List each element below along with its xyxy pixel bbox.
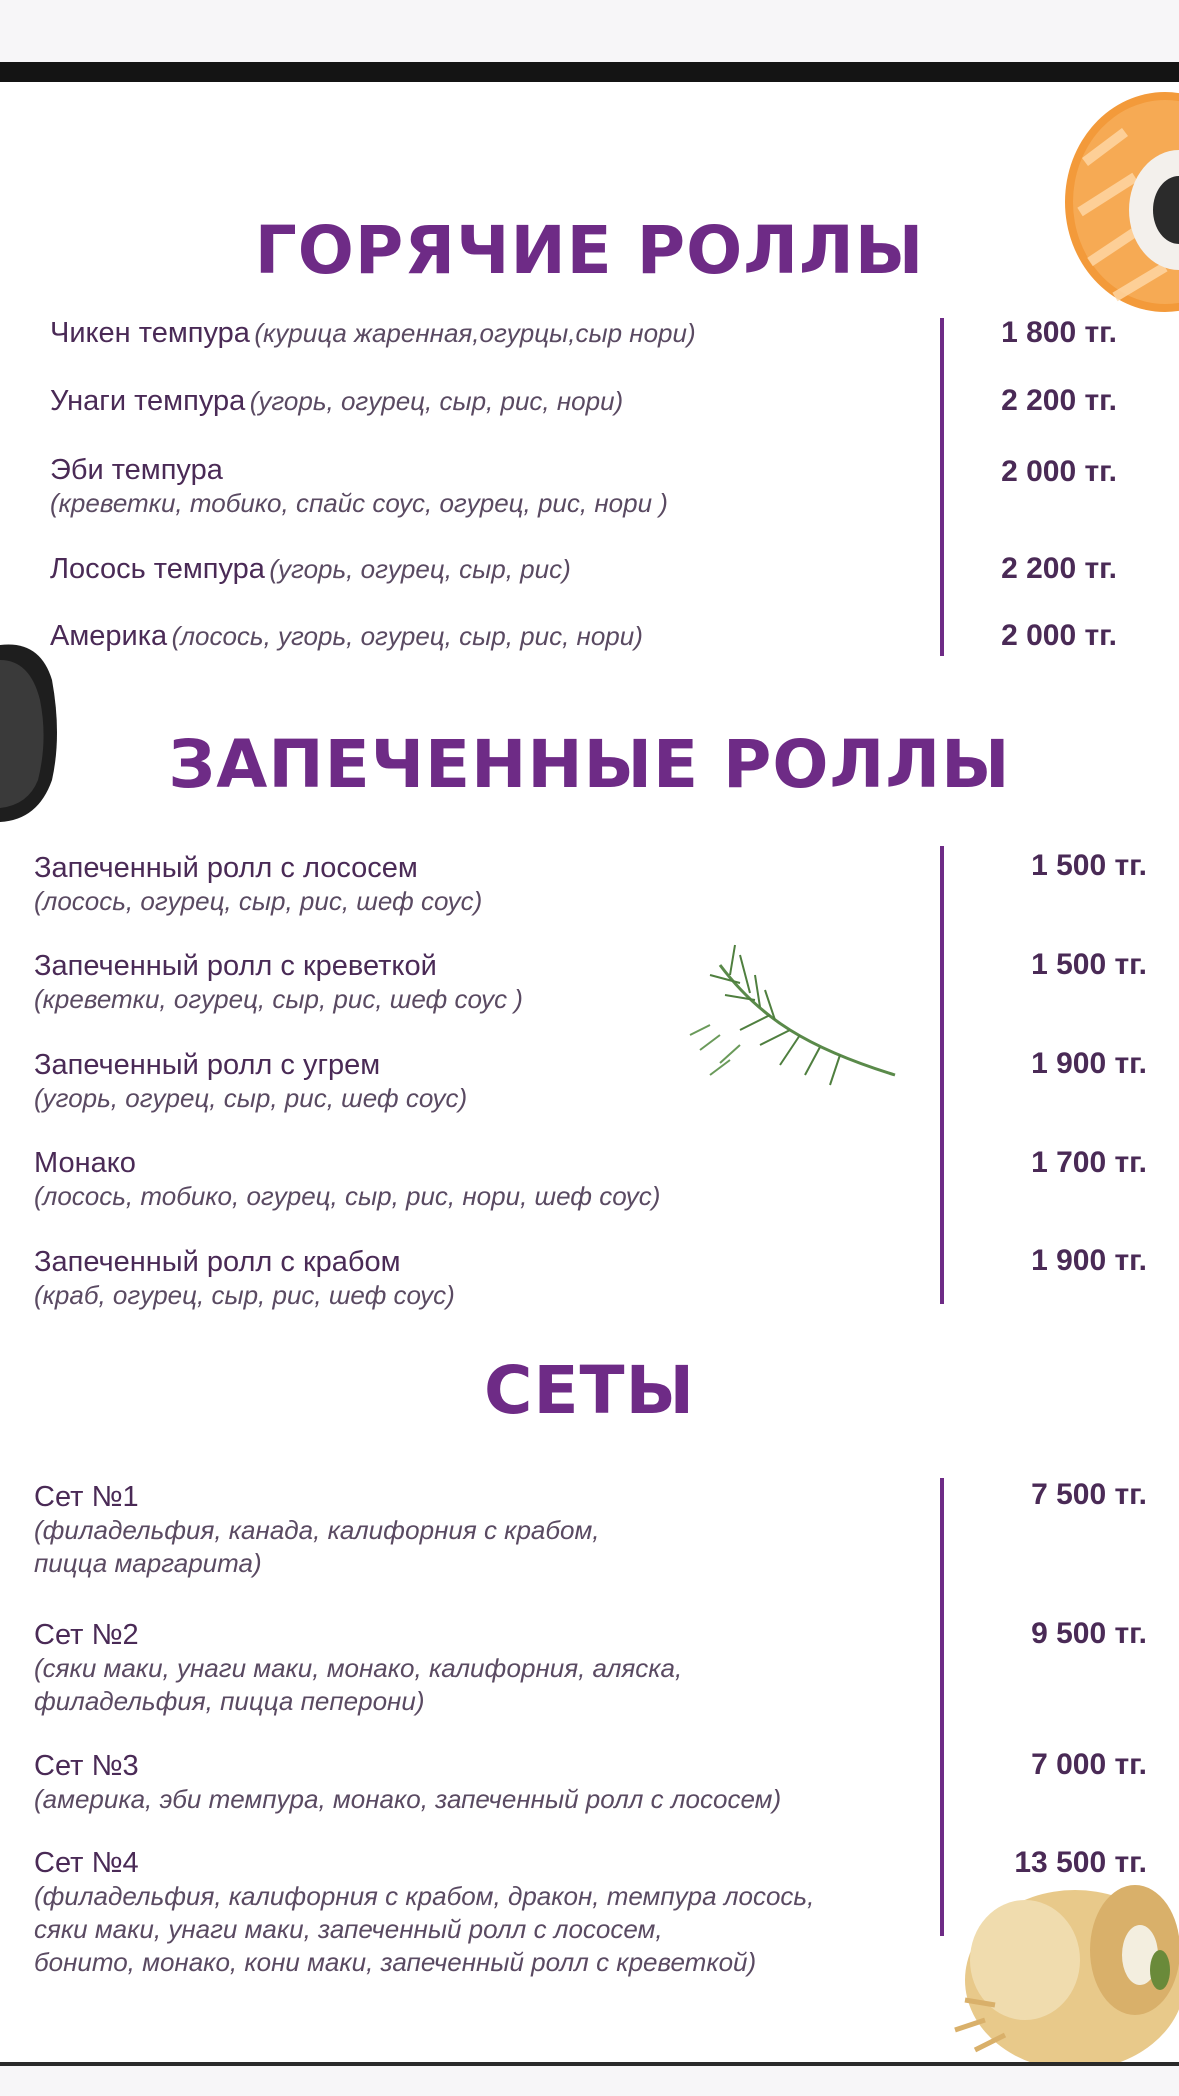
item-description: (креветки, огурец, сыр, рис, шеф соус ) (34, 984, 523, 1014)
menu-item (50, 316, 696, 350)
menu-item (34, 1048, 467, 1115)
item-price: 13 500 тг. (1014, 1846, 1147, 1879)
item-description: (курица жаренная,огурцы,сыр нори) (254, 318, 696, 348)
item-name: Эби темпура (50, 454, 223, 486)
section-title-hot-rolls: ГОРЯЧИЕ РОЛЛЫ (254, 212, 925, 289)
item-description: (сяки маки, унаги маки, монако, калифорния, аляска, (34, 1653, 683, 1683)
item-name: Унаги темпура (50, 385, 246, 417)
section-title-sets: СЕТЫ (484, 1352, 695, 1429)
menu-item (34, 1245, 455, 1312)
price-divider (940, 318, 944, 656)
item-description: (лосось, тобико, огурец, сыр, рис, нори, шеф соус) (34, 1181, 661, 1211)
item-price: 7 000 тг. (1031, 1748, 1147, 1781)
menu-item (34, 851, 482, 918)
item-description: (филадельфия, калифорния с крабом, дракон, темпура лосось, (34, 1881, 815, 1911)
item-name: Запеченный ролл с креветкой (34, 950, 437, 982)
item-price: 2 000 тг. (1001, 619, 1117, 652)
top-bar (0, 0, 1179, 62)
item-price: 2 200 тг. (1001, 384, 1117, 417)
item-description: (лосось, угорь, огурец, сыр, рис, нори) (171, 621, 643, 651)
menu-item (34, 949, 523, 1016)
item-description: (угорь, огурец, сыр, рис) (269, 554, 571, 584)
item-description: (угорь, огурец, сыр, рис, нори) (249, 386, 624, 416)
item-price: 1 500 тг. (1031, 948, 1147, 981)
item-price: 9 500 тг. (1031, 1617, 1147, 1650)
item-name: Сет №2 (34, 1619, 139, 1651)
item-description: (лосось, огурец, сыр, рис, шеф соус) (34, 886, 483, 916)
menu-item (34, 1618, 682, 1718)
item-name: Запеченный ролл с крабом (34, 1246, 401, 1278)
item-description: сяки маки, унаги маки, запеченный ролл с лососем, (34, 1914, 663, 1944)
item-description: (филадельфия, канада, калифорния с крабом, (34, 1515, 600, 1545)
item-name: Сет №1 (34, 1481, 139, 1513)
item-description: пицца маргарита) (34, 1548, 262, 1578)
section-title-baked-rolls: ЗАПЕЧЕННЫЕ РОЛЛЫ (168, 726, 1011, 803)
item-price: 1 900 тг. (1031, 1244, 1147, 1277)
item-description: бонито, монако, кони маки, запеченный ролл с креветкой) (34, 1947, 757, 1977)
menu-item (34, 1749, 781, 1816)
item-price: 1 900 тг. (1031, 1047, 1147, 1080)
dill-sprig-image (680, 935, 900, 1095)
item-price: 7 500 тг. (1031, 1478, 1147, 1511)
menu-item (50, 384, 623, 418)
item-price: 1 800 тг. (1001, 316, 1117, 349)
price-divider (940, 1478, 944, 1936)
menu-item (34, 1480, 600, 1580)
footer-area (0, 2066, 1179, 2096)
menu-item (50, 552, 571, 586)
menu-item (50, 619, 643, 653)
item-name: Монако (34, 1147, 136, 1179)
item-name: Чикен темпура (50, 317, 250, 349)
price-divider (940, 846, 944, 1304)
item-description: (америка, эби темпура, монако, запеченный ролл с лососем) (34, 1784, 782, 1814)
header-strip (0, 62, 1179, 82)
item-name: Лосось темпура (50, 553, 265, 585)
item-name: Запеченный ролл с угрем (34, 1049, 381, 1081)
item-name: Запеченный ролл с лососем (34, 852, 418, 884)
item-price: 2 200 тг. (1001, 552, 1117, 585)
item-price: 2 000 тг. (1001, 455, 1117, 488)
menu-item (34, 1146, 660, 1213)
item-price: 1 700 тг. (1031, 1146, 1147, 1179)
item-description: (краб, огурец, сыр, рис, шеф соус) (34, 1280, 455, 1310)
item-description: (угорь, огурец, сыр, рис, шеф соус) (34, 1083, 468, 1113)
menu-item (50, 453, 668, 520)
item-description: филадельфия, пицца пеперони) (34, 1686, 425, 1716)
menu-item (34, 1846, 814, 1979)
item-name: Сет №3 (34, 1750, 139, 1782)
item-description: (креветки, тобико, спайс соус, огурец, рис, нори ) (50, 488, 668, 518)
item-name: Сет №4 (34, 1847, 139, 1879)
item-name: Америка (50, 620, 168, 652)
item-price: 1 500 тг. (1031, 849, 1147, 882)
